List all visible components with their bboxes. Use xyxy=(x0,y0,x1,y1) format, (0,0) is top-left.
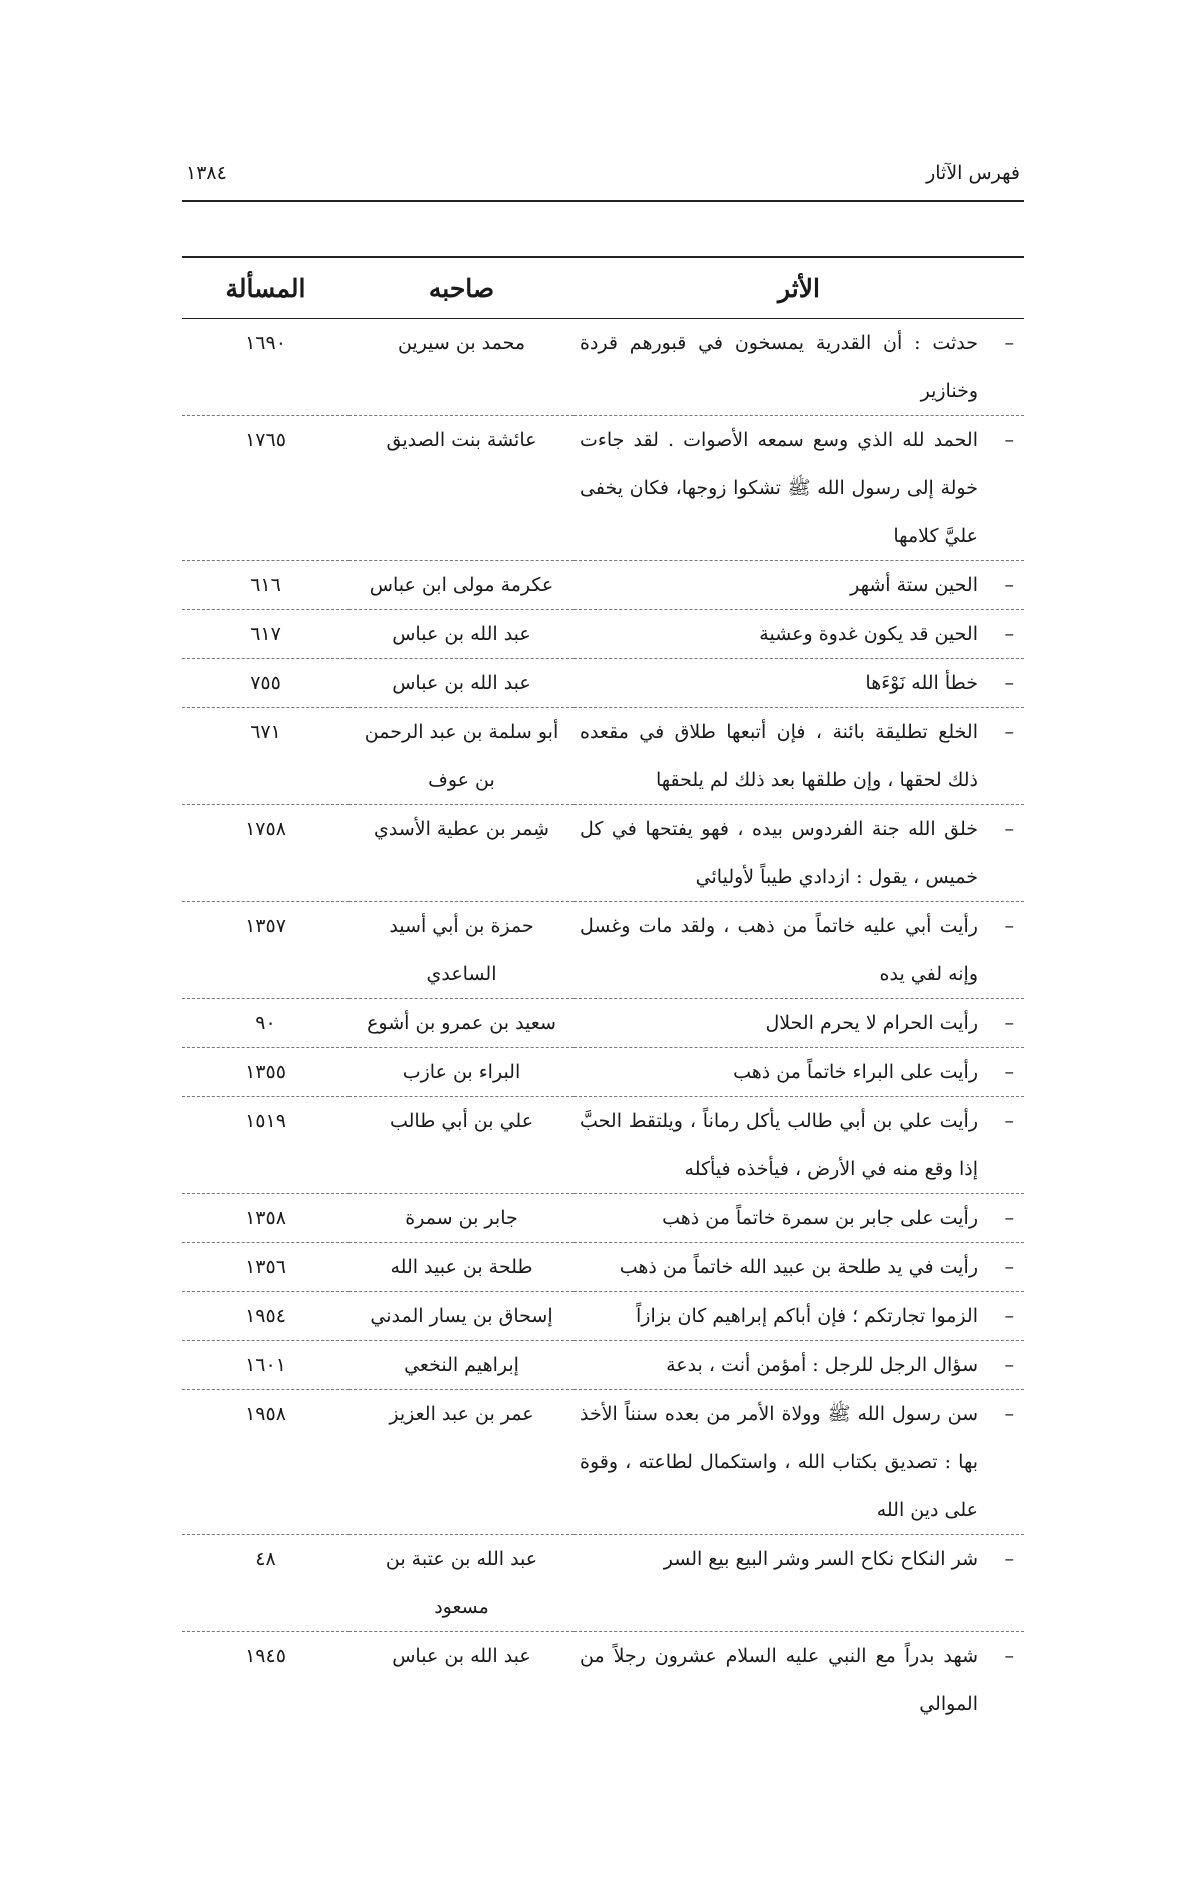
table-row xyxy=(182,319,1024,416)
athar-cell xyxy=(574,416,1024,561)
masala-number: ١٩٤٥ xyxy=(245,1645,286,1667)
table-row xyxy=(182,1535,1024,1632)
athar-cell xyxy=(574,1243,1024,1292)
masala-number: ١٩٥٨ xyxy=(182,1390,349,1535)
athar-text: الخلع تطليقة بائنة ، فإن أتبعها طلاق في مقعده ذلك لحقها ، وإن طلقها بعد ذلك لم يلحقها xyxy=(580,721,978,791)
athar-cell xyxy=(574,708,1024,805)
masala-number: ١٣٥٨ xyxy=(182,1194,349,1243)
entry-dash: – xyxy=(1004,1061,1014,1083)
entry-dash: – xyxy=(1004,623,1014,645)
table-row xyxy=(182,902,1024,999)
athar-cell xyxy=(574,1632,1024,1729)
athar-text: شهد بدراً مع النبي عليه السلام عشرون رجلاً من الموالي xyxy=(580,1645,978,1715)
page-content xyxy=(182,150,1024,1728)
athar-cell xyxy=(574,902,1024,999)
entry-dash: – xyxy=(1004,1110,1014,1132)
masala-number: ١٦٠١ xyxy=(182,1341,349,1390)
athar-text: شر النكاح نكاح السر وشر البيع بيع السر xyxy=(663,1548,978,1570)
masala-number: ١٧٦٥ xyxy=(182,416,349,561)
page-number: ١٣٨٤ xyxy=(186,162,227,184)
sahib-cell: حمزة بن أبي أسيد الساعدي xyxy=(349,902,574,999)
athar-cell xyxy=(574,659,1024,708)
table-row xyxy=(182,416,1024,561)
athar-cell xyxy=(574,1292,1024,1341)
table-row xyxy=(182,1097,1024,1194)
athar-text: الحين ستة أشهر xyxy=(850,574,978,596)
masala-number: ١٧٥٨ xyxy=(182,805,349,902)
sahib-cell: البراء بن عازب xyxy=(349,1048,574,1097)
athar-cell xyxy=(574,1341,1024,1390)
entry-dash: – xyxy=(1004,1256,1014,1278)
athar-text: رأيت على البراء خاتماً من ذهب xyxy=(733,1061,978,1083)
athar-text: الحمد لله الذي وسع سمعه الأصوات . لقد جاءت خولة إلى رسول الله ﷺ تشكوا زوجها، فكان يخفى عليَّ كلامها xyxy=(580,429,978,547)
sahib-cell: محمد بن سيرين xyxy=(349,319,574,416)
entry-dash: – xyxy=(1004,1548,1014,1570)
masala-number: ١٩٥٤ xyxy=(182,1292,349,1341)
entry-dash: – xyxy=(1004,915,1014,937)
table-row xyxy=(182,708,1024,805)
sahib-cell: إبراهيم النخعي xyxy=(349,1341,574,1390)
athar-text: سؤال الرجل للرجل : أمؤمن أنت ، بدعة xyxy=(666,1354,978,1376)
table-row xyxy=(182,659,1024,708)
sahib-cell: عبد الله بن عباس xyxy=(349,610,574,659)
column-header-sahib: صاحبه xyxy=(349,257,574,319)
masala-number: ١٦٩٠ xyxy=(182,319,349,416)
section-title: فهرس الآثار xyxy=(926,162,1020,184)
masala-number: ١٥١٩ xyxy=(182,1097,349,1194)
column-header-masala: المسألة xyxy=(182,257,349,319)
sahib-cell: شِمر بن عطية الأسدي xyxy=(349,805,574,902)
table-row xyxy=(182,1632,1024,1729)
table-row xyxy=(182,1048,1024,1097)
athar-text: خلق الله جنة الفردوس بيده ، فهو يفتحها في كل خميس ، يقول : ازدادي طيباً لأوليائي xyxy=(580,818,978,888)
entry-dash: – xyxy=(1004,1305,1014,1327)
athar-cell xyxy=(574,610,1024,659)
table-row xyxy=(182,1194,1024,1243)
masala-number: ٦١٦ xyxy=(182,561,349,610)
masala-number: ٩٠ xyxy=(182,999,349,1048)
masala-number: ١٣٥٥ xyxy=(182,1048,349,1097)
entry-dash: – xyxy=(1004,721,1014,743)
entry-dash: – xyxy=(1004,429,1014,451)
entry-dash: – xyxy=(1004,1403,1014,1425)
sahib-cell: طلحة بن عبيد الله xyxy=(349,1243,574,1292)
entry-dash: – xyxy=(1004,574,1014,596)
entry-dash: – xyxy=(1004,1012,1014,1034)
sahib-cell: سعيد بن عمرو بن أشوع xyxy=(349,999,574,1048)
masala-number: ٦٧١ xyxy=(182,708,349,805)
table-row xyxy=(182,1390,1024,1535)
athar-text: خطأ الله نَوْءَها xyxy=(865,672,978,694)
athar-cell xyxy=(574,561,1024,610)
athar-index-table xyxy=(182,256,1024,1728)
athar-text: رأيت في يد طلحة بن عبيد الله خاتماً من ذهب xyxy=(619,1256,978,1278)
table-header-row xyxy=(182,257,1024,319)
athar-text: الحين قد يكون غدوة وعشية xyxy=(759,623,978,645)
athar-text: الزموا تجارتكم ؛ فإن أباكم إبراهيم كان بزازاً xyxy=(636,1305,978,1327)
sahib-cell: عمر بن عبد العزيز xyxy=(349,1390,574,1535)
masala-number: ١٣٥٦ xyxy=(182,1243,349,1292)
running-header xyxy=(182,150,1024,202)
column-header-athar: الأثر xyxy=(574,257,1024,319)
athar-cell xyxy=(574,1535,1024,1632)
table-row xyxy=(182,805,1024,902)
athar-cell xyxy=(574,319,1024,416)
athar-cell xyxy=(574,1194,1024,1243)
table-row xyxy=(182,999,1024,1048)
table-row xyxy=(182,1292,1024,1341)
athar-cell xyxy=(574,1097,1024,1194)
athar-cell xyxy=(574,1390,1024,1535)
athar-cell xyxy=(574,999,1024,1048)
entry-dash: – xyxy=(1004,332,1014,354)
entry-dash: – xyxy=(1004,1645,1014,1667)
table-row xyxy=(182,1341,1024,1390)
athar-text: رأيت أبي عليه خاتماً من ذهب ، ولقد مات وغسل وإنه لفي يده xyxy=(580,915,978,985)
sahib-cell: عبد الله بن عباس xyxy=(392,1645,531,1667)
sahib-cell: عبد الله بن عتبة بن مسعود xyxy=(349,1535,574,1632)
athar-cell xyxy=(574,805,1024,902)
sahib-cell: إسحاق بن يسار المدني xyxy=(349,1292,574,1341)
athar-text: رأيت على جابر بن سمرة خاتماً من ذهب xyxy=(662,1207,978,1229)
athar-text: رأيت الحرام لا يحرم الحلال xyxy=(765,1012,978,1034)
sahib-cell: جابر بن سمرة xyxy=(349,1194,574,1243)
sahib-cell: عائشة بنت الصديق xyxy=(349,416,574,561)
table-row xyxy=(182,561,1024,610)
masala-number: ٦١٧ xyxy=(182,610,349,659)
entry-dash: – xyxy=(1004,672,1014,694)
sahib-cell: عبد الله بن عباس xyxy=(349,659,574,708)
table-row xyxy=(182,610,1024,659)
athar-text: حدثت : أن القدرية يمسخون في قبورهم قردة وخنازير xyxy=(580,332,978,402)
masala-number: ٧٥٥ xyxy=(182,659,349,708)
sahib-cell: عكرمة مولى ابن عباس xyxy=(349,561,574,610)
entry-dash: – xyxy=(1004,1354,1014,1376)
sahib-cell: أبو سلمة بن عبد الرحمن بن عوف xyxy=(349,708,574,805)
athar-text: سن رسول الله ﷺ وولاة الأمر من بعده سنناً الأخذ بها : تصديق بكتاب الله ، واستكمال لطاعته ، وقوة على دين الله xyxy=(580,1403,978,1521)
sahib-cell: علي بن أبي طالب xyxy=(349,1097,574,1194)
masala-number: ٤٨ xyxy=(182,1535,349,1632)
entry-dash: – xyxy=(1004,818,1014,840)
masala-number: ١٣٥٧ xyxy=(182,902,349,999)
athar-text: رأيت علي بن أبي طالب يأكل رماناً ، ويلتقط الحبَّ إذا وقع منه في الأرض ، فيأخذه فيأكله xyxy=(580,1110,978,1180)
athar-cell xyxy=(574,1048,1024,1097)
entry-dash: – xyxy=(1004,1207,1014,1229)
table-row xyxy=(182,1243,1024,1292)
